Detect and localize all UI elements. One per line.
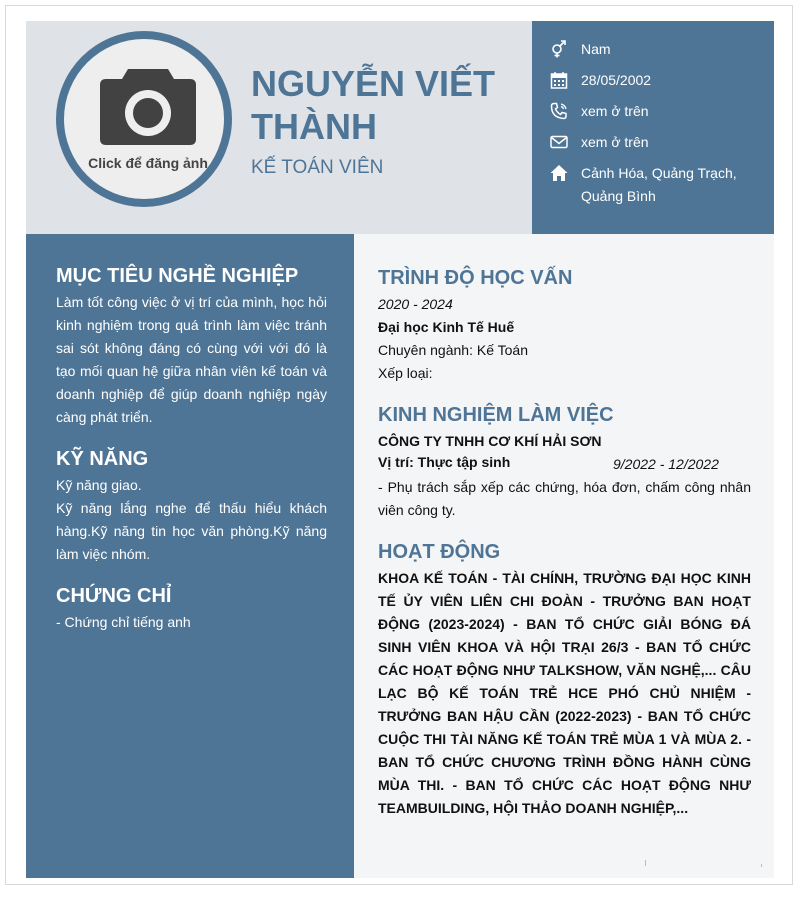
skills-line-1[interactable]: Kỹ năng giao. bbox=[56, 477, 142, 493]
full-name[interactable]: NGUYỄN VIẾT THÀNH bbox=[251, 63, 496, 147]
home-icon bbox=[550, 164, 568, 182]
certificates-heading: CHỨNG CHỈ bbox=[56, 585, 172, 607]
avatar-upload[interactable] bbox=[64, 39, 224, 199]
skills-line-2[interactable]: Kỹ năng lắng nghe để thấu hiểu khách hàng.Kỹ năng tin học văn phòng.Kỹ năng làm việc nhóm. bbox=[56, 500, 327, 562]
experience-period[interactable]: 9/2022 - 12/2022 bbox=[613, 456, 719, 472]
experience-company[interactable]: CÔNG TY TNHH CƠ KHÍ HẢI SƠN bbox=[378, 433, 602, 449]
gender-icon bbox=[550, 40, 568, 58]
divider-mark bbox=[645, 860, 646, 866]
education-rank[interactable]: Xếp loại: bbox=[378, 365, 433, 381]
camera-icon bbox=[98, 63, 198, 145]
avatar-caption: Click để đăng ảnh bbox=[88, 155, 208, 171]
education-heading: TRÌNH ĐỘ HỌC VẤN bbox=[378, 267, 573, 289]
email-value: xem ở trên bbox=[581, 134, 649, 150]
objective-heading: MỤC TIÊU NGHỀ NGHIỆP bbox=[56, 265, 299, 287]
activities-text[interactable]: KHOA KẾ TOÁN - TÀI CHÍNH, TRƯỜNG ĐẠI HỌC KINH TẾ ỦY VIÊN LIÊN CHI ĐOÀN - TRƯỞNG BAN HOẠT ĐỘNG (2023-2024) - BAN TỔ CHỨC GIẢI BÓNG ĐÁ SINH VIÊN KHOA VÀ HỘI TRẠI 26/3 - BAN TỔ CHỨC CÁC HOẠT ĐỘNG NHƯ TALKSHOW, VĂN NGHỆ,... CÂU LẠC BỘ KẾ TOÁN TRẺ HCE PHÓ CHỦ NHIỆM - TRƯỞNG BAN HẬU CẦN (2022-2023) - BAN TỔ CHỨC CUỘC THI TÀI NĂNG KẾ TOÁN TRẺ MÙA 1 VÀ MÙA 2. - BAN TỔ CHỨC CHƯƠNG TRÌNH ĐỒNG HÀNH CÙNG MÙA THI. - BAN TỔ CHỨC CÁC HOẠT ĐỘNG NHƯ TEAMBUILDING, HỘI THẢO DOANH NGHIỆP,... bbox=[378, 570, 751, 816]
address-value: Cảnh Hóa, Quảng Trạch, Quảng Bình bbox=[581, 165, 737, 204]
gender-value: Nam bbox=[581, 41, 611, 57]
education-period[interactable]: 2020 - 2024 bbox=[378, 296, 453, 312]
education-school[interactable]: Đại học Kinh Tế Huế bbox=[378, 319, 515, 335]
activities-heading: HOẠT ĐỘNG bbox=[378, 541, 501, 563]
objective-text[interactable]: Làm tốt công việc ở vị trí của mình, học hỏi kinh nghiệm trong quá trình làm việc tránh sai sót không đáng có cùng với với đó là tạo mối quan hệ giữa nhân viên kế toán và doanh nghiệp để giúp doanh nghiệp ngày càng phát triển. bbox=[56, 294, 327, 425]
phone-icon bbox=[550, 102, 568, 120]
job-title[interactable]: KẾ TOÁN VIÊN bbox=[251, 157, 384, 178]
experience-position[interactable]: Vị trí: Thực tập sinh bbox=[378, 454, 511, 470]
calendar-icon bbox=[550, 71, 568, 89]
skills-heading: KỸ NĂNG bbox=[56, 448, 149, 470]
birthdate-value: 28/05/2002 bbox=[581, 72, 652, 88]
divider-mark bbox=[761, 864, 762, 867]
experience-heading: KINH NGHIỆM LÀM VIỆC bbox=[378, 404, 614, 426]
email-icon bbox=[550, 133, 568, 151]
phone-value: xem ở trên bbox=[581, 103, 649, 119]
certificate-item[interactable]: - Chứng chỉ tiếng anh bbox=[56, 614, 191, 630]
experience-description[interactable]: - Phụ trách sắp xếp các chứng, hóa đơn, chấm công nhân viên công ty. bbox=[378, 479, 751, 518]
education-major[interactable]: Chuyên ngành: Kế Toán bbox=[378, 342, 528, 358]
